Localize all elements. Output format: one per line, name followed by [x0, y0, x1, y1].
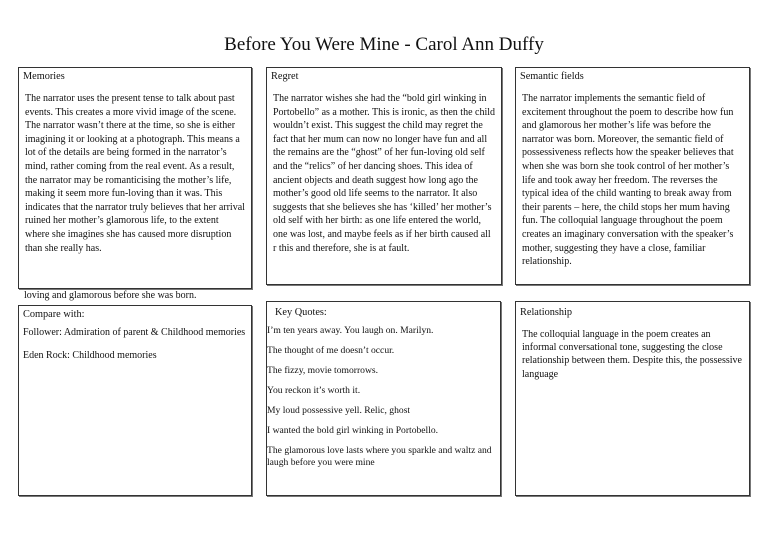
- regret-box: [266, 67, 502, 285]
- quote-item: I wanted the bold girl winking in Portobello.: [267, 425, 439, 436]
- regret-heading: Regret: [271, 71, 299, 82]
- relationship-heading: Relationship: [520, 307, 573, 318]
- relationship-body: The colloquial language in the poem creates an informal conversational tone, suggesting the close relationship between them. Despite this, the possessive language: [522, 329, 742, 380]
- quote-item: The glamorous love lasts where you sparkle and waltz and laugh before you were mine: [267, 445, 492, 468]
- memories-body: The narrator uses the present tense to talk about past events. This creates a more vivid image of the scene. The narrator wasn’t there at the time, so she is either imagining it or looking at a photograph. This means a lot of the details are being formed in the narrator’s mind, rather coming from the real event. As a result, the narrator may be romanticising the mother’s life, making it seem more fun-loving than it was. This indicates that the narrator truly believes that her arrival ruined her mother’s glamorous life, to the extent where she imagines she has caused more disruption than she really has.: [25, 93, 245, 254]
- compare-heading: Compare with:: [23, 309, 85, 320]
- key-quotes-heading: Key Quotes:: [275, 307, 327, 318]
- compare-item: Follower: Admiration of parent & Childhood memories: [23, 327, 246, 338]
- page-title: Before You Were Mine - Carol Ann Duffy: [224, 34, 544, 55]
- quote-item: You reckon it’s worth it.: [267, 385, 361, 396]
- semantic-fields-body: The narrator implements the semantic field of excitement throughout the poem to describe how fun and glamorous her mother’s life was before the narrator was born. Moreover, the semantic field of possessiveness reflects how the speaker believes that when she was born she took control of her mother’s life and took away her freedom. The reverses the typical idea of the child wanting to break away from their parents – here, the child stops her mum having fun. The colloquial language throughout the poem creates an imaginary conversation with the speaker’s mother, suggesting they have a close, familiar relationship.: [522, 93, 734, 268]
- semantic-fields-heading: Semantic fields: [520, 71, 584, 82]
- quote-item: I’m ten years away. You laugh on. Marilyn.: [267, 325, 434, 336]
- quote-item: The thought of me doesn’t occur.: [267, 345, 395, 356]
- memories-box: [18, 67, 252, 289]
- semantic-fields-box: [515, 67, 750, 285]
- compare-box: [18, 305, 252, 496]
- quote-item: My loud possessive yell. Relic, ghost: [267, 405, 411, 416]
- key-quotes-list: [267, 325, 500, 469]
- memories-overflow-text: loving and glamorous before she was born.: [24, 290, 197, 301]
- compare-list: [23, 326, 247, 362]
- compare-item: Eden Rock: Childhood memories: [23, 350, 157, 361]
- quote-item: The fizzy, movie tomorrows.: [267, 365, 379, 376]
- relationship-box: [515, 301, 750, 496]
- memories-heading: Memories: [23, 71, 65, 82]
- regret-body: The narrator wishes she had the “bold girl winking in Portobello” as a mother. This is ironic, as then the child wouldn’t exist. This suggest the child may regret the fact that her mum can now no longer have fun and all the remains are the “ghost” of her fun-loving old self and the “relics” of her dancing shoes. This idea of ancient objects and death suggest how long ago the mother’s good old life seems to the narrator. It also suggests that she believes she has ‘killed’ her mother’s old self with her birth: as one life entered the world, one was lost, and maybe feels as if her birth caused all r this and therefore, she is at fault.: [273, 93, 495, 254]
- key-quotes-box: [266, 301, 501, 496]
